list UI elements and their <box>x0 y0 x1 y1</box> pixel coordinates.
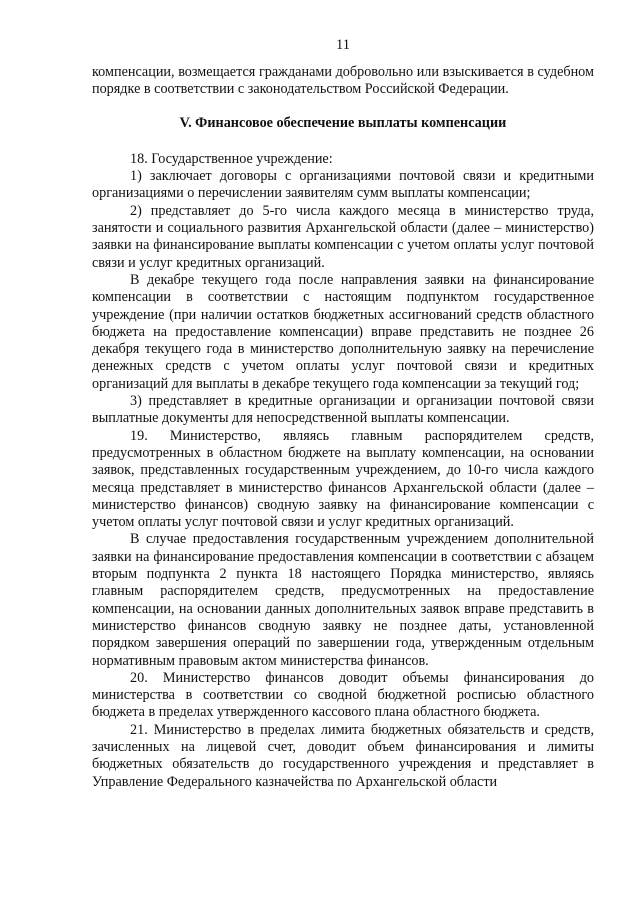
paragraph-20: 20. Министерство финансов доводит объемы финансирования до министерства в соответствии со сводной бюджетной росписью областного бюджета в пределах утвержденного кассового плана областного бюджета. <box>92 669 594 721</box>
paragraph-18-2-december: В декабре текущего года после направления заявки на финансирование компенсации в соответствии с настоящим подпунктом государственное учреждение (при наличии остатков бюджетных ассигнований средств областного бюджета на предоставление компенсации) вправе представить не позднее 26 декабря текущего года в министерство дополнительную заявку на перечисление денежных средств с учетом оплаты услуг почтовой связи и кредитных организаций для выплаты в декабре текущего года компенсации за текущий год; <box>92 271 594 392</box>
paragraph-18: 18. Государственное учреждение: <box>130 150 333 167</box>
paragraph-19: 19. Министерство, являясь главным распорядителем средств, предусмотренных в областном бюджете на выплату компенсации, на основании заявок, представленных государственным учреждением, до 10-го числа каждого месяца представляет в министерство финансов Архангельской области (далее – министерство финансов) сводную заявку на финансирование компенсации с учетом оплаты услуг почтовой связи и услуг кредитных организаций. <box>92 427 594 531</box>
section-body <box>92 151 594 791</box>
paragraph-18-3: 3) представляет в кредитные организации и организации почтовой связи выплатные документы для непосредственной выплаты компенсации. <box>92 393 594 427</box>
intro-paragraph: компенсации, возмещается гражданами добровольно или взыскивается в судебном порядке в соответствии с законодательством Российской Федерации. <box>92 64 594 98</box>
paragraph-19-additional: В случае предоставления государственным учреждением дополнительной заявки на финансирование предоставления компенсации в соответствии с абзацем вторым подпункта 2 пункта 18 настоящего Порядка министерство, являясь главным распорядителем средств, предусмотренных на предоставление компенсации, на основании данных дополнительных заявок вправе представить в министерство финансов сводную заявку не позднее даты, установленной порядком завершения операций по завершении года, утвержденным отдельным нормативным правовым актом министерства финансов. <box>92 531 594 669</box>
section-title: V. Финансовое обеспечение выплаты компенсации <box>179 114 507 131</box>
paragraph-18-1: 1) заключает договоры с организациями почтовой связи и кредитными организациями о перечислении заявителям сумм выплаты компенсации; <box>92 168 594 202</box>
paragraph-18-2: 2) представляет до 5-го числа каждого месяца в министерство труда, занятости и социального развития Архангельской области (далее – министерство) заявки на финансирование выплаты компенсации с учетом оплаты услуг почтовой связи и услуг кредитных организаций. <box>92 202 594 271</box>
paragraph-21: 21. Министерство в пределах лимита бюджетных обязательств и средств, зачисленных на лицевой счет, доводит объем финансирования и лимиты бюджетных обязательств до государственного учреждения и представляет в Управление Федерального казначейства по Архангельской области <box>92 721 594 790</box>
page-number: 11 <box>336 37 350 53</box>
